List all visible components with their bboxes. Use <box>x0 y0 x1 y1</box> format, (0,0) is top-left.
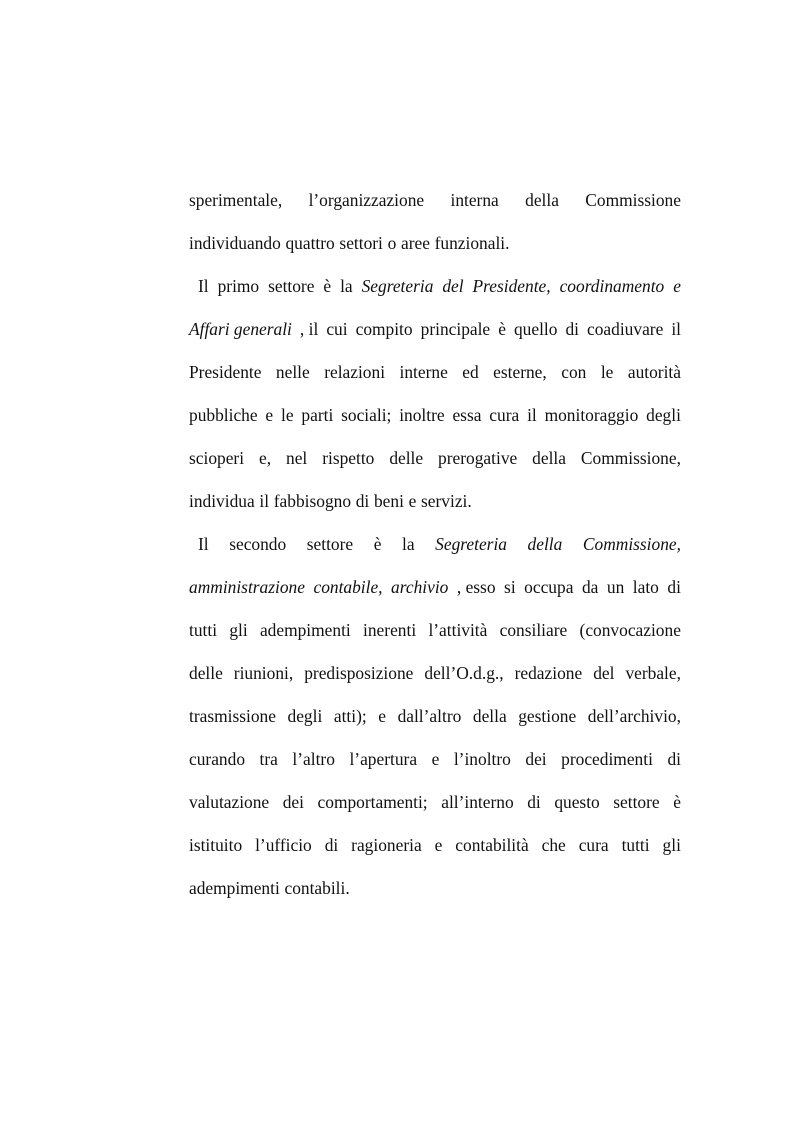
word: è <box>373 534 382 554</box>
word: (convocazione <box>579 620 681 640</box>
word: Commissione, <box>582 534 681 554</box>
word: servizi. <box>421 491 472 511</box>
word: pubbliche <box>189 405 258 425</box>
text-line <box>189 614 681 657</box>
word: è <box>323 276 332 296</box>
word: nel <box>286 448 308 468</box>
word: Segreteria <box>361 276 434 296</box>
word: inerenti <box>363 620 417 640</box>
word: Affari generali <box>189 319 292 339</box>
word: fabbisogno <box>273 491 352 511</box>
word: amministrazione <box>189 577 305 597</box>
text-line <box>189 872 681 915</box>
word: della <box>525 190 559 210</box>
text-line <box>189 399 681 442</box>
word: settori <box>339 233 383 253</box>
word: redazione <box>514 663 583 683</box>
word: aree <box>400 233 430 253</box>
word: la <box>402 534 415 554</box>
word: di <box>527 792 541 812</box>
word: cui <box>326 319 348 339</box>
word: l’apertura <box>349 749 418 769</box>
word: cura <box>578 835 609 855</box>
word: adempimenti <box>259 620 351 640</box>
text-line <box>189 700 681 743</box>
word: parti <box>301 405 334 425</box>
word: e <box>434 835 443 855</box>
word: delle <box>189 663 223 683</box>
word: Il <box>198 276 209 296</box>
word: Commissione <box>585 190 681 210</box>
word: sociali; <box>341 405 392 425</box>
text-line <box>189 227 681 270</box>
word: archivio <box>391 577 449 597</box>
word: ragioneria <box>351 835 422 855</box>
word: , il <box>299 319 319 339</box>
word: all’interno <box>441 792 514 812</box>
word: procedimenti <box>561 749 653 769</box>
word: l’inoltro <box>453 749 511 769</box>
word: gli <box>662 835 681 855</box>
word: autorità <box>627 362 681 382</box>
word: di <box>355 491 370 511</box>
word: contabili. <box>284 878 350 898</box>
word: un <box>606 577 625 597</box>
document-page <box>189 184 681 915</box>
text-line <box>189 270 681 313</box>
word: sperimentale, <box>189 190 283 210</box>
paragraph <box>189 528 681 915</box>
word: gestione <box>518 706 577 726</box>
word: tra <box>259 749 278 769</box>
text-line <box>189 313 681 356</box>
word: il <box>671 319 681 339</box>
word: della <box>527 534 563 554</box>
word: esterne, <box>493 362 547 382</box>
word: si <box>504 577 516 597</box>
word: di <box>667 749 681 769</box>
word: essa <box>452 405 482 425</box>
word: è <box>498 319 506 339</box>
word: è <box>673 792 681 812</box>
text-line <box>189 743 681 786</box>
word: istituito <box>189 835 243 855</box>
paragraph <box>189 270 681 528</box>
word: questo <box>554 792 600 812</box>
word: l’attività <box>428 620 488 640</box>
word: e <box>673 276 681 296</box>
word: ed <box>462 362 479 382</box>
text-line <box>189 786 681 829</box>
word: le <box>600 362 614 382</box>
word: verbale, <box>625 663 681 683</box>
word: e <box>265 405 274 425</box>
word: adempimenti <box>189 878 280 898</box>
word: l’ufficio <box>255 835 312 855</box>
text-line <box>189 485 681 528</box>
word: il <box>527 405 537 425</box>
word: contabilità <box>455 835 529 855</box>
word: quattro <box>285 233 335 253</box>
word: dall’altro <box>397 706 462 726</box>
word: e <box>431 749 440 769</box>
word: coordinamento <box>559 276 665 296</box>
word: rispetto <box>322 448 375 468</box>
word: coadiuvare <box>587 319 664 339</box>
word: l’altro <box>292 749 335 769</box>
paragraph <box>189 184 681 270</box>
word: le <box>281 405 294 425</box>
word: , esso <box>456 577 496 597</box>
word: Segreteria <box>435 534 507 554</box>
word: individua <box>189 491 255 511</box>
word: delle <box>389 448 424 468</box>
text-line <box>189 571 681 614</box>
word: occupa <box>524 577 574 597</box>
word: prerogative <box>438 448 518 468</box>
word: che <box>541 835 566 855</box>
word: principale <box>420 319 491 339</box>
word: cura <box>489 405 520 425</box>
word: della <box>532 448 566 468</box>
word: Presidente <box>189 362 262 382</box>
word: individuando <box>189 233 281 253</box>
word: interne <box>399 362 448 382</box>
word: gli <box>229 620 248 640</box>
word: consiliare <box>499 620 568 640</box>
text-line <box>189 657 681 700</box>
text-line <box>189 184 681 227</box>
word: dei <box>525 749 547 769</box>
word: scioperi <box>189 448 245 468</box>
word: con <box>561 362 587 382</box>
word: la <box>340 276 353 296</box>
word: settore <box>306 534 354 554</box>
word: trasmissione <box>189 706 276 726</box>
word: il <box>259 491 270 511</box>
word: di <box>565 319 579 339</box>
word: predisposizione <box>304 663 414 683</box>
word: del <box>442 276 464 296</box>
word: e <box>378 706 386 726</box>
word: degli <box>646 405 681 425</box>
word: interna <box>450 190 499 210</box>
word: monitoraggio <box>544 405 639 425</box>
word: primo <box>217 276 260 296</box>
word: lato <box>632 577 659 597</box>
word: valutazione <box>189 792 270 812</box>
word: quello <box>513 319 558 339</box>
word: e, <box>259 448 272 468</box>
word: della <box>472 706 507 726</box>
word: tutti <box>621 835 650 855</box>
word: inoltre <box>399 405 445 425</box>
word: e <box>408 491 417 511</box>
word: riunioni, <box>233 663 294 683</box>
word: funzionali. <box>434 233 510 253</box>
word: dei <box>282 792 304 812</box>
word: Il <box>198 534 209 554</box>
word: compito <box>355 319 413 339</box>
word: comportamenti; <box>317 792 428 812</box>
text-line <box>189 442 681 485</box>
word: curando <box>189 749 246 769</box>
word: l’organizzazione <box>308 190 425 210</box>
word: nelle <box>275 362 310 382</box>
word: relazioni <box>324 362 386 382</box>
word: dell’O.d.g., <box>424 663 504 683</box>
word: Commissione, <box>580 448 681 468</box>
word: settore <box>268 276 315 296</box>
word: degli <box>287 706 323 726</box>
word: di <box>667 577 681 597</box>
word: tutti <box>189 620 218 640</box>
text-line <box>189 356 681 399</box>
word: atti); <box>333 706 367 726</box>
word: da <box>581 577 599 597</box>
word: contabile, <box>313 577 383 597</box>
text-line <box>189 528 681 571</box>
word: di <box>324 835 339 855</box>
word: Presidente, <box>472 276 551 296</box>
word: del <box>593 663 615 683</box>
word: o <box>387 233 397 253</box>
text-line <box>189 829 681 872</box>
word: dell’archivio, <box>587 706 681 726</box>
word: secondo <box>229 534 287 554</box>
word: settore <box>613 792 660 812</box>
word: beni <box>373 491 404 511</box>
